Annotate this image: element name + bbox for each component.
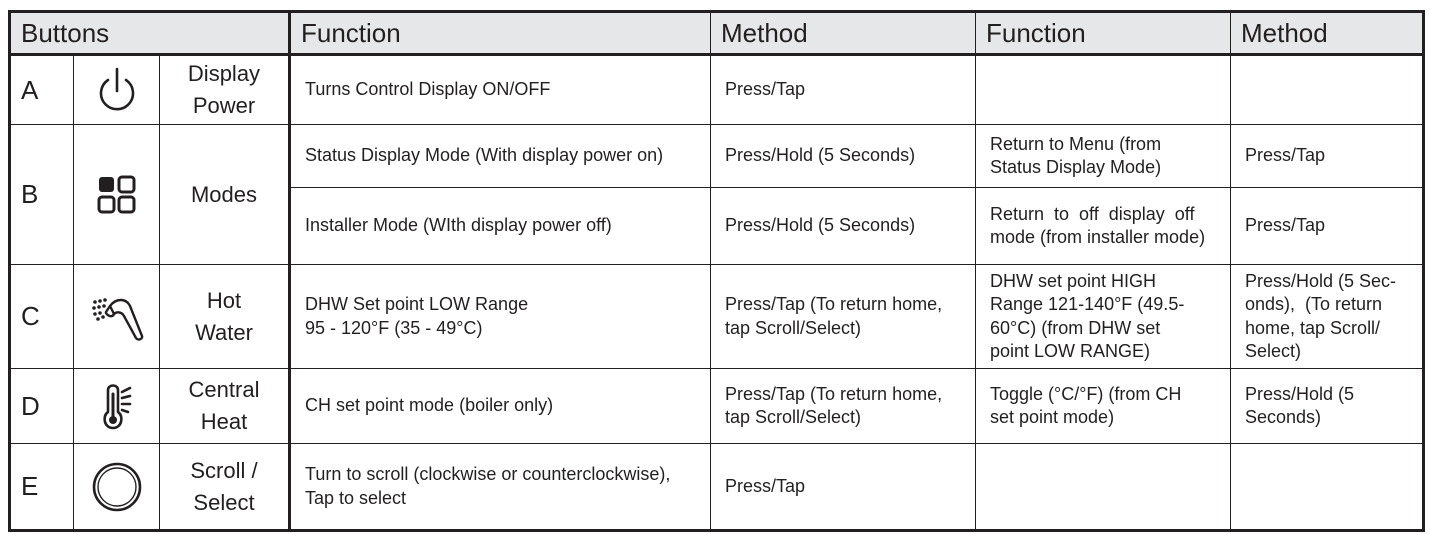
cell-line: Press/Tap (To return home,: [725, 294, 943, 315]
row-letter: B: [10, 125, 74, 265]
table-row: [10, 265, 1424, 369]
cell-line: Range 121-140°F (49.5-: [990, 294, 1185, 315]
header-function-1: Function: [290, 12, 711, 55]
method-cell: [711, 265, 976, 369]
button-name: [160, 369, 290, 444]
button-name: [160, 265, 290, 369]
row-letter: D: [10, 369, 74, 444]
cell-line: Turn to scroll (clockwise or counterclockwise),: [305, 464, 671, 485]
function-cell: [290, 444, 711, 531]
header-method-1: Method: [711, 12, 976, 55]
cell-line: tap Scroll/Select): [725, 317, 862, 338]
button-name-line: Central: [188, 377, 260, 403]
cell-line: DHW set point HIGH: [990, 270, 1157, 291]
method-cell: [1231, 265, 1424, 369]
cell-line: Press/Tap (To return home,: [725, 383, 943, 404]
method-cell: Press/Hold (5 Seconds): [711, 125, 976, 188]
table-row: [10, 125, 1424, 188]
button-name-line: Water: [195, 319, 253, 345]
row-letter: C: [10, 265, 74, 369]
thermometer-icon: [74, 369, 160, 444]
modes-grid-icon: [74, 125, 160, 265]
button-name-line: Scroll /: [190, 457, 258, 483]
header-row: [10, 12, 1424, 55]
function-cell: [976, 188, 1231, 265]
method-cell: [1231, 369, 1424, 444]
cell-line: Press/Hold (5: [1245, 383, 1355, 404]
cell-line: Tap to select: [305, 487, 407, 508]
cell-line: Toggle (°C/°F) (from CH: [990, 383, 1182, 404]
button-name: [160, 125, 290, 265]
cell-line: DHW Set point LOW Range: [305, 294, 529, 315]
cell-line: Return to Menu (from: [990, 133, 1162, 154]
function-cell: [976, 265, 1231, 369]
header-method-2: Method: [1231, 12, 1424, 55]
method-cell: Press/Hold (5 Seconds): [711, 188, 976, 265]
cell-line: Return to off display off: [990, 203, 1195, 224]
button-name-line: Modes: [190, 181, 258, 207]
table-row: [10, 444, 1424, 531]
function-cell: [976, 125, 1231, 188]
button-name-line: Heat: [200, 409, 248, 434]
button-name: [160, 444, 290, 531]
button-name-line: Select: [193, 489, 255, 515]
function-cell: [976, 369, 1231, 444]
cell-line: 60°C) (from DHW set: [990, 317, 1161, 338]
function-cell: [290, 265, 711, 369]
method-cell: [1231, 444, 1424, 531]
method-cell: Press/Tap: [1231, 188, 1424, 265]
cell-line: Seconds): [1245, 407, 1322, 427]
method-cell: Press/Tap: [711, 444, 976, 531]
row-letter: A: [10, 55, 74, 125]
button-name-line: Hot: [206, 287, 242, 313]
button-name-line: Power: [192, 93, 256, 118]
buttons-function-table: [8, 10, 1425, 532]
cell-line: Press/Hold (5 Sec-: [1245, 270, 1397, 291]
shower-icon: [74, 265, 160, 369]
cell-line: mode (from installer mode): [990, 227, 1206, 247]
cell-line: onds), (To return: [1245, 294, 1383, 315]
cell-line: point LOW RANGE): [990, 340, 1151, 361]
cell-line: Status Display Mode): [990, 157, 1162, 177]
cell-line: tap Scroll/Select): [725, 407, 862, 427]
function-cell: [976, 444, 1231, 531]
cell-line: 95 - 120°F (35 - 49°C): [305, 317, 483, 338]
button-name: [160, 55, 290, 125]
method-cell: [711, 369, 976, 444]
method-cell: Press/Tap: [711, 55, 976, 125]
function-cell: Turns Control Display ON/OFF: [290, 55, 711, 125]
function-cell: CH set point mode (boiler only): [290, 369, 711, 444]
table-row: [10, 369, 1424, 444]
cell-line: set point mode): [990, 407, 1115, 427]
function-cell: Installer Mode (WIth display power off): [290, 188, 711, 265]
button-name-line: Display: [187, 61, 261, 87]
method-cell: [1231, 55, 1424, 125]
knob-icon: [74, 444, 160, 531]
method-cell: Press/Tap: [1231, 125, 1424, 188]
function-cell: [976, 55, 1231, 125]
function-cell: Status Display Mode (With display power on): [290, 125, 711, 188]
header-function-2: Function: [976, 12, 1231, 55]
table-row: [10, 55, 1424, 125]
cell-line: home, tap Scroll/: [1245, 317, 1381, 338]
row-letter: E: [10, 444, 74, 531]
cell-line: Select): [1245, 340, 1302, 361]
header-buttons: Buttons: [10, 12, 290, 55]
power-icon: [74, 55, 160, 125]
